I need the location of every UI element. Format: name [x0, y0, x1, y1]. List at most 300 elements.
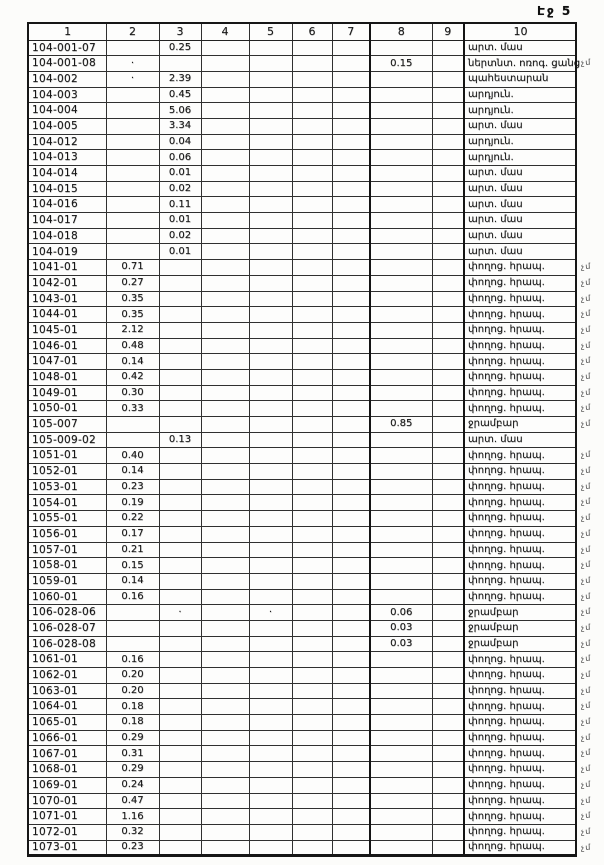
value-cell [249, 793, 292, 809]
table-row [28, 652, 576, 668]
value-cell [201, 479, 249, 495]
value-cell [249, 213, 292, 229]
value-cell [370, 181, 432, 197]
value-cell [370, 354, 432, 370]
category-label: փողոց. հրապ. [468, 810, 545, 822]
value-cell [201, 746, 249, 762]
value-cell [249, 275, 292, 291]
value-cell [159, 275, 201, 291]
category-cell [464, 71, 576, 87]
value-cell [292, 542, 332, 558]
value-cell: 0.24 [106, 777, 159, 793]
value-cell [249, 244, 292, 260]
value-cell [159, 620, 201, 636]
value-cell [332, 103, 370, 119]
value-cell [432, 56, 464, 72]
value-cell [159, 777, 201, 793]
value-cell [332, 824, 370, 840]
category-cell [464, 103, 576, 119]
margin-mark: չմ [580, 371, 592, 382]
category-cell [464, 668, 592, 684]
code-cell: 1069-01 [28, 777, 106, 793]
code-cell: 1041-01 [28, 260, 106, 276]
value-cell [249, 401, 292, 417]
table-row [28, 307, 576, 323]
category-label: փողոց. հրապ. [468, 794, 545, 806]
code-cell: 104-019 [28, 244, 106, 260]
category-label: ջրամբար [468, 606, 519, 618]
value-cell: 0.20 [106, 668, 159, 684]
value-cell [249, 417, 292, 433]
value-cell [106, 620, 159, 636]
value-cell [332, 213, 370, 229]
value-cell [370, 542, 432, 558]
category-label: փողոց. հրապ. [468, 355, 545, 367]
margin-mark: չմ [580, 418, 592, 429]
value-cell [159, 464, 201, 480]
category-label: փողոց. հրապ. [468, 496, 545, 508]
category-cell [464, 824, 592, 840]
margin-mark: չմ [580, 528, 592, 539]
value-cell: · [159, 605, 201, 621]
value-cell [201, 809, 249, 825]
table-body [28, 23, 592, 856]
margin-mark: չմ [580, 701, 592, 711]
value-cell [370, 558, 432, 574]
value-cell [292, 668, 332, 684]
value-cell: 0.21 [106, 542, 159, 558]
table-row [28, 275, 576, 291]
value-cell [432, 307, 464, 323]
category-label: ներտնտ. ոռոգ. ցանց [468, 57, 581, 69]
value-cell: 0.25 [159, 40, 201, 56]
value-cell [201, 464, 249, 480]
category-label: ջրամբար [468, 418, 519, 430]
value-cell [292, 620, 332, 636]
value-cell [249, 322, 292, 338]
table-row [28, 260, 576, 276]
code-cell: 1064-01 [28, 699, 106, 715]
value-cell [249, 369, 292, 385]
code-cell: 1062-01 [28, 668, 106, 684]
value-cell [292, 605, 332, 621]
value-cell [249, 338, 292, 354]
value-cell [249, 291, 292, 307]
value-cell [432, 417, 464, 433]
value-cell [249, 260, 292, 276]
category-cell [464, 511, 592, 527]
value-cell [432, 464, 464, 480]
value-cell: 0.71 [106, 260, 159, 276]
value-cell [432, 542, 464, 558]
value-cell [432, 589, 464, 605]
value-cell [159, 401, 201, 417]
value-cell [292, 228, 332, 244]
value-cell [432, 840, 464, 856]
table-row [28, 166, 576, 182]
category-cell [464, 605, 592, 621]
category-label: փողոց. հրապ. [468, 512, 545, 524]
margin-mark: չմ [580, 748, 592, 758]
code-cell: 1068-01 [28, 762, 106, 778]
value-cell [292, 777, 332, 793]
margin-mark: չմ [580, 685, 592, 695]
value-cell [292, 385, 332, 401]
value-cell [106, 150, 159, 166]
category-label: արտ. մաս [468, 167, 523, 179]
margin-mark: չմ [580, 308, 592, 319]
margin-mark: չմ [580, 716, 592, 727]
value-cell [292, 213, 332, 229]
value-cell [432, 369, 464, 385]
category-cell [464, 699, 592, 715]
value-cell [159, 699, 201, 715]
code-cell: 104-016 [28, 197, 106, 213]
value-cell [201, 511, 249, 527]
margin-mark: չմ [580, 826, 592, 837]
value-cell [201, 213, 249, 229]
value-cell [332, 511, 370, 527]
value-cell [332, 479, 370, 495]
value-cell [249, 166, 292, 182]
value-cell [106, 432, 159, 448]
value-cell [249, 620, 292, 636]
table-row [28, 479, 576, 495]
code-cell: 1061-01 [28, 652, 106, 668]
value-cell [106, 636, 159, 652]
value-cell [292, 244, 332, 260]
category-cell [464, 118, 576, 134]
column-header-5: 5 [249, 23, 292, 40]
category-cell [464, 746, 592, 762]
code-cell: 1044-01 [28, 307, 106, 323]
value-cell [332, 40, 370, 56]
code-cell: 105-007 [28, 417, 106, 433]
code-cell: 1067-01 [28, 746, 106, 762]
code-cell: 106-028-06 [28, 605, 106, 621]
category-cell [464, 244, 576, 260]
margin-mark: չմ [580, 324, 592, 335]
value-cell [332, 354, 370, 370]
table-row [28, 777, 576, 793]
category-label: փողոց. հրապ. [468, 449, 545, 461]
value-cell: 0.47 [106, 793, 159, 809]
category-cell [464, 56, 592, 72]
value-cell [292, 636, 332, 652]
code-cell: 1058-01 [28, 558, 106, 574]
category-cell [464, 715, 592, 731]
code-cell: 1063-01 [28, 683, 106, 699]
value-cell [292, 558, 332, 574]
value-cell [201, 542, 249, 558]
value-cell [432, 762, 464, 778]
value-cell [249, 558, 292, 574]
value-cell [249, 511, 292, 527]
value-cell [249, 526, 292, 542]
value-cell: 0.29 [106, 762, 159, 778]
value-cell [332, 793, 370, 809]
code-cell: 104-013 [28, 150, 106, 166]
value-cell [432, 495, 464, 511]
category-cell [464, 228, 576, 244]
category-cell [464, 652, 592, 668]
table-row [28, 118, 576, 134]
value-cell: 0.06 [159, 150, 201, 166]
value-cell [370, 40, 432, 56]
value-cell [106, 417, 159, 433]
table-row [28, 291, 576, 307]
value-cell [159, 260, 201, 276]
value-cell [201, 56, 249, 72]
value-cell [370, 322, 432, 338]
value-cell [432, 777, 464, 793]
category-label: փողոց. հրապ. [468, 481, 545, 493]
table-row [28, 228, 576, 244]
code-cell: 104-012 [28, 134, 106, 150]
value-cell [201, 307, 249, 323]
code-cell: 104-004 [28, 103, 106, 119]
category-label: փողոց. հրապ. [468, 292, 545, 304]
value-cell [159, 762, 201, 778]
value-cell [292, 448, 332, 464]
value-cell [159, 652, 201, 668]
value-cell [432, 385, 464, 401]
category-cell [464, 181, 576, 197]
value-cell [432, 118, 464, 134]
column-header-7: 7 [332, 23, 370, 40]
value-cell [106, 244, 159, 260]
value-cell [332, 432, 370, 448]
value-cell [249, 762, 292, 778]
column-header-10: 10 [464, 23, 576, 40]
value-cell [370, 71, 432, 87]
value-cell [159, 589, 201, 605]
table-row [28, 762, 576, 778]
category-cell [464, 573, 592, 589]
table-row [28, 71, 576, 87]
value-cell: 0.02 [159, 181, 201, 197]
value-cell [332, 417, 370, 433]
category-cell [464, 589, 592, 605]
category-label: փողոց. հրապ. [468, 575, 545, 587]
value-cell [370, 385, 432, 401]
value-cell [249, 589, 292, 605]
value-cell [292, 746, 332, 762]
table-row [28, 87, 576, 103]
value-cell: 2.12 [106, 322, 159, 338]
value-cell [370, 526, 432, 542]
value-cell [292, 840, 332, 856]
category-cell [464, 322, 592, 338]
table-row [28, 683, 576, 699]
value-cell [292, 291, 332, 307]
value-cell [370, 762, 432, 778]
value-cell [249, 699, 292, 715]
table-row [28, 244, 576, 260]
table-row [28, 322, 576, 338]
value-cell [159, 840, 201, 856]
value-cell [292, 260, 332, 276]
value-cell [332, 495, 370, 511]
category-cell [464, 417, 592, 433]
category-cell [464, 526, 592, 542]
value-cell [106, 40, 159, 56]
value-cell [370, 260, 432, 276]
value-cell [332, 134, 370, 150]
value-cell: 0.17 [106, 526, 159, 542]
table-row [28, 369, 576, 385]
margin-mark: չմ [580, 481, 592, 492]
value-cell [432, 620, 464, 636]
value-cell [432, 401, 464, 417]
value-cell [292, 683, 332, 699]
code-cell: 1073-01 [28, 840, 106, 856]
code-cell: 104-002 [28, 71, 106, 87]
value-cell [332, 338, 370, 354]
category-label: արդյուն. [468, 104, 514, 116]
margin-mark: չմ [580, 638, 592, 648]
scanned-data-table [27, 22, 592, 857]
header-row [28, 23, 576, 40]
category-label: փողոց. հրապ. [468, 386, 545, 398]
value-cell [292, 71, 332, 87]
value-cell [332, 683, 370, 699]
value-cell [432, 71, 464, 87]
value-cell: 0.04 [159, 134, 201, 150]
category-cell [464, 840, 592, 856]
value-cell [432, 181, 464, 197]
margin-mark: չմ [580, 512, 592, 523]
value-cell [249, 307, 292, 323]
code-cell: 1046-01 [28, 338, 106, 354]
margin-mark: չմ [580, 261, 592, 272]
code-cell: 1050-01 [28, 401, 106, 417]
table-row [28, 746, 576, 762]
value-cell [201, 275, 249, 291]
table-row [28, 699, 576, 715]
value-cell [159, 715, 201, 731]
category-label: փողոց. հրապ. [468, 700, 545, 712]
column-header-6: 6 [292, 23, 332, 40]
value-cell: · [106, 71, 159, 87]
value-cell [332, 636, 370, 652]
table-row [28, 197, 576, 213]
value-cell [201, 181, 249, 197]
code-cell: 1060-01 [28, 589, 106, 605]
value-cell [249, 542, 292, 558]
value-cell [332, 307, 370, 323]
value-cell [432, 511, 464, 527]
value-cell [292, 762, 332, 778]
value-cell [432, 746, 464, 762]
category-cell [464, 369, 592, 385]
value-cell [292, 322, 332, 338]
value-cell: 0.23 [106, 840, 159, 856]
code-cell: 104-014 [28, 166, 106, 182]
value-cell [159, 307, 201, 323]
category-label: փողոց. հրապ. [468, 528, 545, 540]
table-row [28, 620, 576, 636]
table-row [28, 824, 576, 840]
value-cell [201, 150, 249, 166]
value-cell: 0.06 [370, 605, 432, 621]
category-cell [464, 307, 592, 323]
value-cell [201, 683, 249, 699]
value-cell [432, 338, 464, 354]
value-cell [432, 87, 464, 103]
category-cell [464, 401, 592, 417]
value-cell [106, 605, 159, 621]
value-cell [432, 683, 464, 699]
value-cell [201, 777, 249, 793]
value-cell: 0.30 [106, 385, 159, 401]
value-cell [249, 683, 292, 699]
category-cell [464, 385, 592, 401]
code-cell: 1057-01 [28, 542, 106, 558]
page-number-label: Էջ 5 [537, 4, 573, 18]
value-cell [370, 166, 432, 182]
margin-mark: չմ [580, 591, 592, 601]
category-cell [464, 260, 592, 276]
value-cell [332, 715, 370, 731]
value-cell: 0.20 [106, 683, 159, 699]
value-cell [292, 150, 332, 166]
value-cell [249, 71, 292, 87]
category-cell [464, 432, 576, 448]
value-cell [201, 244, 249, 260]
value-cell [159, 558, 201, 574]
value-cell: 0.23 [106, 479, 159, 495]
category-cell [464, 636, 592, 652]
code-cell: 1053-01 [28, 479, 106, 495]
category-cell [464, 275, 592, 291]
category-cell [464, 542, 592, 558]
value-cell [370, 809, 432, 825]
code-cell: 1071-01 [28, 809, 106, 825]
value-cell: 0.03 [370, 620, 432, 636]
table-row [28, 385, 576, 401]
value-cell [432, 573, 464, 589]
value-cell: 0.16 [106, 652, 159, 668]
value-cell [332, 730, 370, 746]
value-cell [370, 338, 432, 354]
margin-mark: չմ [580, 450, 592, 460]
code-cell: 104-005 [28, 118, 106, 134]
value-cell [159, 322, 201, 338]
category-label: արտ. մաս [468, 41, 523, 53]
category-label: փողոց. հրապ. [468, 308, 545, 320]
value-cell [332, 369, 370, 385]
value-cell: 0.29 [106, 730, 159, 746]
category-cell [464, 762, 592, 778]
value-cell [249, 354, 292, 370]
table-row [28, 213, 576, 229]
table-row [28, 40, 576, 56]
value-cell [249, 777, 292, 793]
value-cell: 0.40 [106, 448, 159, 464]
value-cell [432, 793, 464, 809]
value-cell [159, 56, 201, 72]
category-label: փողոց. հրապ. [468, 669, 545, 681]
category-label: արտ. մաս [468, 214, 523, 226]
value-cell [201, 354, 249, 370]
value-cell [370, 589, 432, 605]
value-cell [432, 432, 464, 448]
value-cell [432, 699, 464, 715]
table-row [28, 354, 576, 370]
value-cell [332, 589, 370, 605]
value-cell [201, 260, 249, 276]
